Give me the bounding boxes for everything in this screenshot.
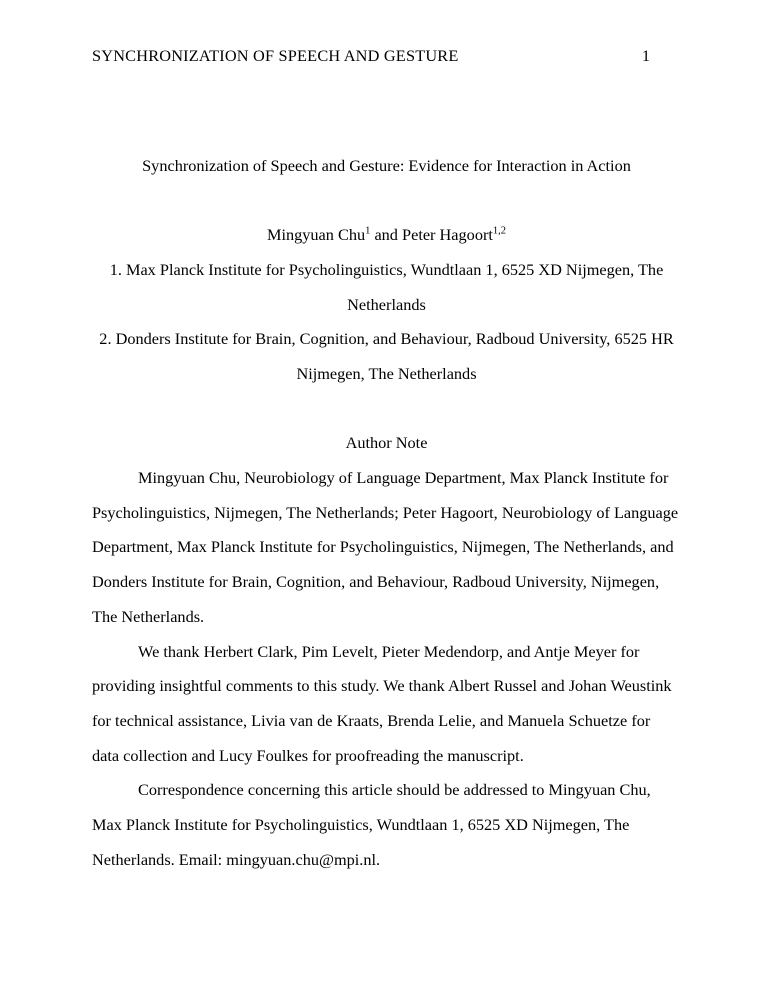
running-head-text: SYNCHRONIZATION OF SPEECH AND GESTURE (92, 46, 459, 65)
author-2-name: Peter Hagoort (402, 225, 493, 245)
author-connector: and (370, 225, 403, 245)
page-number: 1 (641, 46, 650, 65)
author-1-affiliation-superscript: 1 (365, 225, 371, 237)
author-line (92, 218, 681, 253)
author-2-affiliation-superscript: 1,2 (492, 225, 507, 237)
author-1-name: Mingyuan Chu (266, 225, 366, 245)
paper-title: Synchronization of Speech and Gesture: Evidence for Interaction in Action (142, 155, 631, 175)
author-note-heading: Author Note (345, 433, 428, 453)
title-page-body (92, 149, 681, 878)
author-note-paragraph-acknowledgements: We thank Herbert Clark, Pim Levelt, Pieter Medendorp, and Antje Meyer for providing insightful comments to this study. We thank Albert Russel and Johan Weustink for technical assistance, Livia van de Kraats, Brenda Lelie, and Manuela Schuetze for data collection and Lucy Foulkes for proofreading the manuscript. (92, 641, 672, 765)
author-note-paragraph-affiliations: Mingyuan Chu, Neurobiology of Language Department, Max Planck Institute for Psycholinguistics, Nijmegen, The Netherlands; Peter Hagoort, Neurobiology of Language Department, Max Planck Institute for Psycholinguistics, Nijmegen, The Netherlands, and Donders Institute for Brain, Cognition, and Behaviour, Radboud University, Nijmegen, The Netherlands. (92, 468, 679, 626)
running-header (92, 39, 681, 74)
affiliation-1: 1. Max Planck Institute for Psycholinguistics, Wundtlaan 1, 6525 XD Nijmegen, The Netherlands (109, 259, 664, 314)
affiliation-2: 2. Donders Institute for Brain, Cognition, and Behaviour, Radboud University, 6525 HR Nijmegen, The Netherlands (99, 329, 674, 383)
author-note-paragraph-correspondence: Correspondence concerning this article should be addressed to Mingyuan Chu, Max Planck Institute for Psycholinguistics, Wundtlaan 1, 6525 XD Nijmegen, The Netherlands. Email: mingyuan.chu@mpi.nl. (92, 780, 651, 869)
